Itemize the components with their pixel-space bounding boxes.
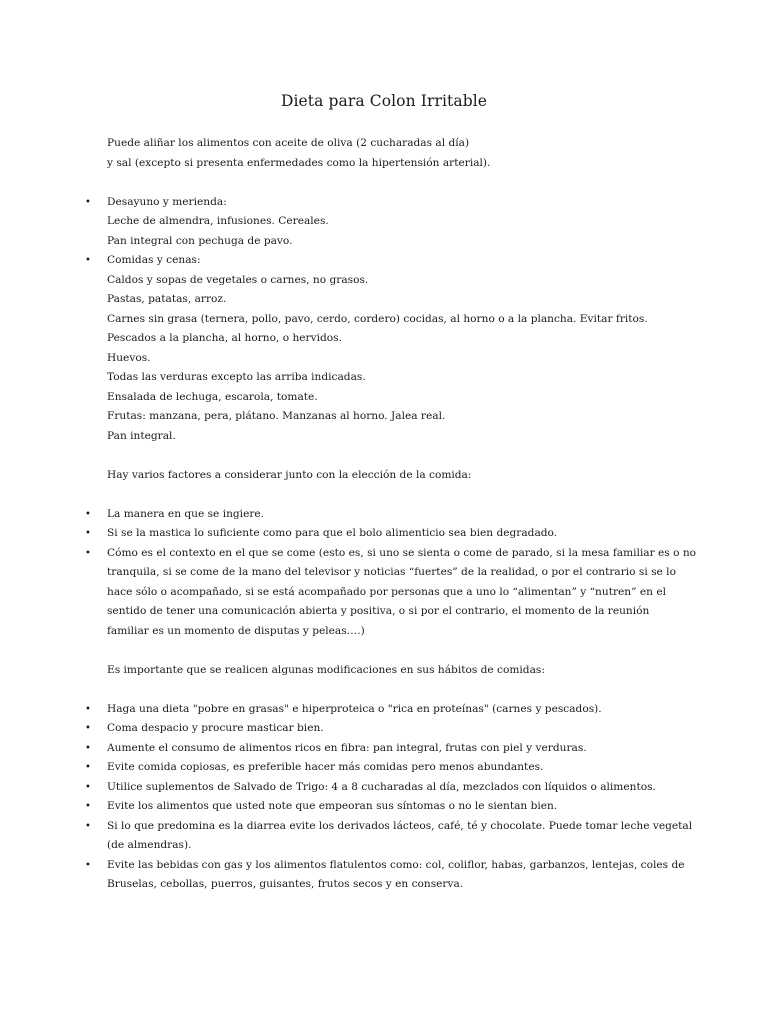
bullet-icon: • [85,547,91,559]
factor-line: tranquila, si se come de la mano del televisor y noticias “fuertes” de la realidad, o por el contrario si se lo [107,566,676,578]
list-item [85,758,667,778]
bullet-icon: • [85,723,91,734]
factor-line: Cómo es el contexto en el que se come (esto es, si uno se sienta o come de parado, si la mesa familiar es o no [107,546,697,559]
factor-line: hace sólo o acompañado, si se está acompañado por personas que a uno lo “alimentan” y “nutren” en el [107,585,667,598]
meal-heading: Comidas y cenas: [107,254,201,266]
factor-line: familiar es un momento de disputas y peleas….) [107,624,365,637]
bullet-icon: • [85,781,91,793]
habit-line: Evite comida copiosas, es preferible hacer más comidas pero menos abundantes. [107,761,544,773]
factor-line: sentido de tener una comunicación abierta y positiva, o si por el contrario, el momento de la reunión [107,605,650,617]
meal-line: Ensalada de lechuga, escarola, tomate. [107,390,318,403]
meal-line: Pastas, patatas, arroz. [107,293,227,305]
factors-intro: Hay varios factores a considerar junto con la elección de la comida: [107,468,472,481]
meal-line: Frutas: manzana, pera, plátano. Manzanas al horno. Jalea real. [107,410,446,422]
factors-list [85,505,697,642]
document-title: Dieta para Colon Irritable [280,92,488,110]
meal-line: Pan integral con pechuga de pavo. [107,234,293,247]
list-item [85,544,697,642]
list-item [85,505,667,525]
bullet-icon: • [85,703,91,715]
list-item [85,856,685,895]
habit-line: Aumente el consumo de alimentos ricos en fibra: pan integral, frutas con piel y verduras. [107,741,587,754]
bullet-icon: • [85,528,91,539]
bullet-icon: • [85,508,91,520]
meal-line: Caldos y sopas de vegetales o carnes, no grasos. [107,273,369,286]
list-item [85,193,667,252]
factor-line: La manera en que se ingiere. [107,507,265,520]
habit-line: Si lo que predomina es la diarrea evite los derivados lácteos, café, té y chocolate. Puede tomar leche vegetal [107,819,693,832]
intro-line: Puede aliñar los alimentos con aceite de oliva (2 cucharadas al día) [107,137,470,149]
habits-list [85,700,693,895]
habit-line: Bruselas, cebollas, puerros, guisantes, frutos secos y en conserva. [107,878,464,890]
list-item [85,719,667,739]
bullet-icon: • [85,196,91,208]
document-body [85,134,697,895]
bullet-icon: • [85,820,91,832]
bullet-icon: • [85,801,91,812]
habits-intro: Es importante que se realicen algunas modificaciones en sus hábitos de comidas: [107,663,545,676]
meal-line: Carnes sin grasa (ternera, pollo, pavo, cerdo, cordero) cocidas, al horno o a la plancha. Evitar fritos. [107,312,648,325]
list-item [85,251,667,446]
bullet-icon: • [85,762,91,773]
bullet-icon: • [85,742,91,754]
factor-line: Si se la mastica lo suficiente como para que el bolo alimenticio sea bien degradado. [107,527,558,539]
meal-heading: Desayuno y merienda: [107,195,227,208]
list-item [85,797,667,817]
habit-line: Evite las bebidas con gas y los alimentos flatulentos como: col, coliflor, habas, garbanzos, lentejas, coles de [107,858,685,871]
habit-line: Coma despacio y procure masticar bien. [107,722,324,734]
habit-line: Haga una dieta "pobre en grasas" e hiperproteica o "rica en proteínas" (carnes y pescados). [107,702,602,715]
meals-list [85,193,667,447]
list-item [85,700,667,720]
meal-line: Pescados a la plancha, al horno, o hervidos. [107,332,342,344]
meal-line: Pan integral. [107,429,176,442]
meal-line: Leche de almendra, infusiones. Cereales. [107,215,329,227]
list-item [85,739,667,759]
habit-line: (de almendras). [107,839,192,851]
list-item [85,817,693,856]
meal-line: Todas las verduras excepto las arriba indicadas. [107,371,366,383]
bullet-icon: • [85,255,91,266]
intro-line: y sal (excepto si presenta enfermedades como la hipertensión arterial). [107,156,491,169]
bullet-icon: • [85,859,91,871]
list-item [85,524,667,544]
meal-line: Huevos. [107,351,151,364]
habit-line: Evite los alimentos que usted note que empeoran sus síntomas o no le sientan bien. [107,800,558,812]
habit-line: Utilice suplementos de Salvado de Trigo: 4 a 8 cucharadas al día, mezclados con líquidos o alimentos. [107,780,656,793]
list-item [85,778,667,798]
